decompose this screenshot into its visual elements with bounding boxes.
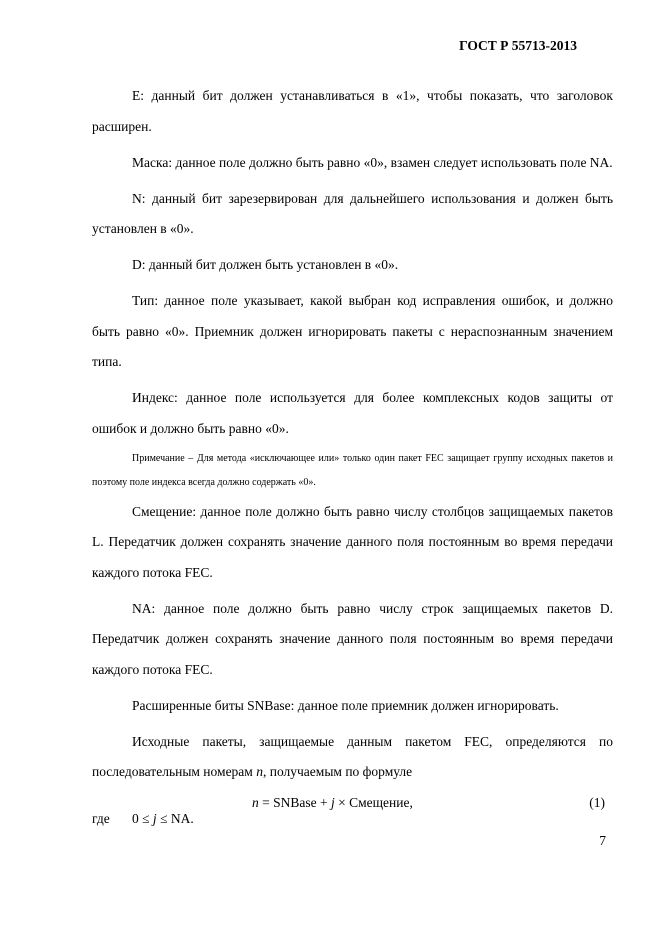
paragraph-snbase: Расширенные биты SNBase: данное поле приемник должен игнорировать.: [132, 697, 559, 713]
where-word: где: [92, 811, 110, 826]
paragraph-offset: Смещение: данное поле должно быть равно числу столбцов защищаемых пакетов L. Передатчик должен сохранять значение данного поля постоянным во время передачи каждого потока FEC.: [92, 503, 613, 580]
intro-text-before: Исходные пакеты, защищаемые данным пакетом FEC, определяются по последовательным номерам: [92, 733, 613, 779]
page-content: [92, 81, 613, 829]
intro-var-n: n: [256, 764, 263, 779]
paragraph-d-bit: D: данный бит должен быть установлен в «0».: [132, 257, 399, 272]
paragraph-source-packets: [92, 727, 613, 788]
paragraph-n-bit: N: данный бит зарезервирован для дальнейшего использования и должен быть установлен в «0».: [92, 190, 613, 236]
intro-text-after: , получаемым по формуле: [262, 764, 413, 779]
paragraph-type: Тип: данное поле указывает, какой выбран код исправления ошибок, и должно быть равно «0». Приемник должен игнорировать пакеты с нераспознанным значением типа.: [92, 293, 613, 369]
formula-rest: × Смещение,: [334, 795, 413, 810]
formula-expression: [252, 789, 413, 817]
formula-number: (1): [589, 795, 605, 810]
paragraph-mask: Маска: данное поле должно быть равно «0», взамен следует использовать поле NA.: [132, 154, 613, 170]
document-header: ГОСТ Р 55713-2013: [459, 38, 577, 53]
formula-eq: = SNBase +: [258, 795, 331, 810]
where-lead: 0 ≤: [132, 811, 153, 826]
formula-var-n: n: [252, 795, 259, 810]
formula-var-j: j: [330, 795, 335, 810]
note-xor: Примечание – Для метода «исключающее или» только один пакет FEC защищает группу исходных пакетов и поэтому поле индекса всегда должно содержать «0».: [92, 452, 613, 488]
where-tail: ≤ NA.: [156, 811, 194, 826]
where-var-j: j: [152, 811, 157, 826]
paragraph-index: Индекс: данное поле используется для более комплексных кодов защиты от ошибок и должно быть равно «0».: [92, 390, 613, 436]
formula-1: [92, 789, 613, 817]
paragraph-na: NA: данное поле должно быть равно числу строк защищаемых пакетов D. Передатчик должен сохранять значение данного поля постоянным во время передачи каждого потока FEC.: [92, 600, 613, 677]
paragraph-e-bit: E: данный бит должен устанавливаться в «1», чтобы показать, что заголовок расширен.: [92, 88, 613, 134]
page-number: 7: [599, 833, 606, 848]
